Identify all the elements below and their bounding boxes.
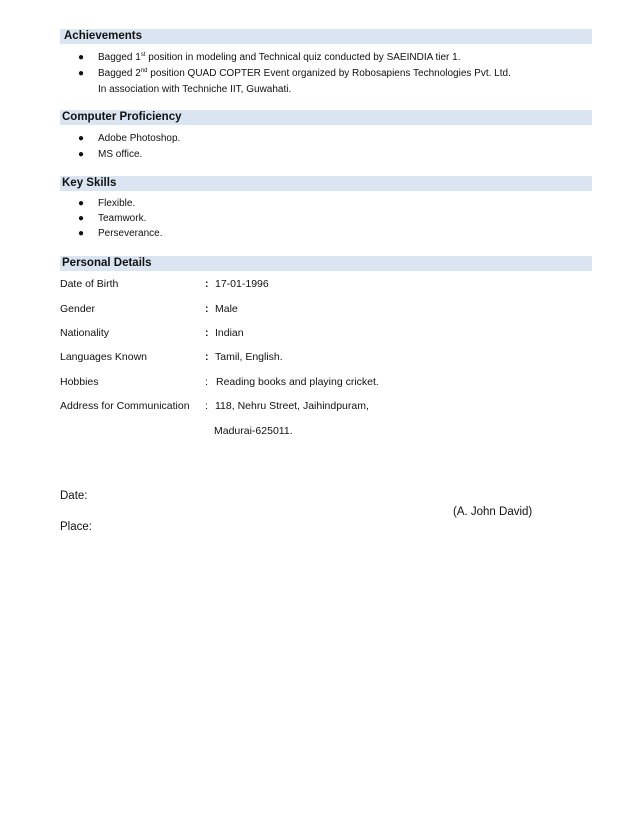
detail-label: Nationality bbox=[60, 327, 110, 339]
detail-colon: : bbox=[205, 351, 209, 363]
list-item-continuation: In association with Techniche IIT, Guwahati. bbox=[98, 84, 292, 95]
detail-colon: : bbox=[205, 327, 209, 339]
bullet-icon: ● bbox=[78, 68, 85, 79]
detail-label: Address for Communication bbox=[60, 400, 190, 412]
section-header-computer-proficiency bbox=[60, 110, 592, 125]
computer-proficiency-list bbox=[78, 131, 180, 163]
bullet-icon: ● bbox=[78, 52, 85, 63]
achievements-list bbox=[78, 50, 511, 98]
detail-value: 17-01-1996 bbox=[215, 278, 269, 290]
bullet-icon: ● bbox=[78, 149, 85, 160]
signature-name: (A. John David) bbox=[453, 506, 533, 518]
section-title: Key Skills bbox=[62, 177, 117, 189]
detail-label: Hobbies bbox=[60, 376, 99, 388]
section-header-personal-details bbox=[60, 256, 592, 271]
detail-value: Indian bbox=[215, 327, 244, 339]
detail-value: 118, Nehru Street, Jaihindpuram, bbox=[215, 400, 369, 412]
detail-colon: : bbox=[205, 303, 209, 315]
list-item: ● Teamwork. bbox=[78, 213, 147, 224]
detail-colon: : bbox=[205, 376, 208, 388]
list-item: ● Flexible. bbox=[78, 198, 136, 209]
detail-label: Date of Birth bbox=[60, 278, 119, 290]
place-label: Place: bbox=[60, 521, 92, 533]
list-item: ● Bagged 1st position in modeling and Technical quiz conducted by SAEINDIA tier 1. bbox=[78, 50, 511, 66]
bullet-icon: ● bbox=[78, 228, 85, 239]
list-item: ● MS office. bbox=[78, 147, 180, 163]
section-title: Personal Details bbox=[62, 257, 152, 269]
key-skills-list bbox=[78, 196, 162, 241]
bullet-icon: ● bbox=[78, 213, 85, 224]
detail-value: Tamil, English. bbox=[215, 351, 283, 363]
list-item: ● Bagged 2nd position QUAD COPTER Event organized by Robosapiens Technologies Pvt. Ltd. bbox=[78, 66, 511, 82]
section-header-key-skills bbox=[60, 176, 592, 191]
section-title: Achievements bbox=[64, 30, 142, 42]
list-item: ● Perseverance. bbox=[78, 228, 163, 239]
section-title: Computer Proficiency bbox=[62, 111, 182, 123]
detail-label: Languages Known bbox=[60, 351, 147, 363]
detail-colon: : bbox=[205, 278, 209, 290]
detail-colon: : bbox=[205, 400, 208, 412]
date-label: Date: bbox=[60, 490, 88, 502]
section-header-achievements bbox=[60, 29, 592, 44]
detail-value: Madurai-625011. bbox=[214, 425, 293, 437]
bullet-icon: ● bbox=[78, 198, 85, 209]
detail-value: Reading books and playing cricket. bbox=[216, 376, 379, 388]
bullet-icon: ● bbox=[78, 133, 85, 144]
detail-value: Male bbox=[215, 303, 238, 315]
detail-label: Gender bbox=[60, 303, 96, 315]
list-item: ● Adobe Photoshop. bbox=[78, 131, 180, 147]
